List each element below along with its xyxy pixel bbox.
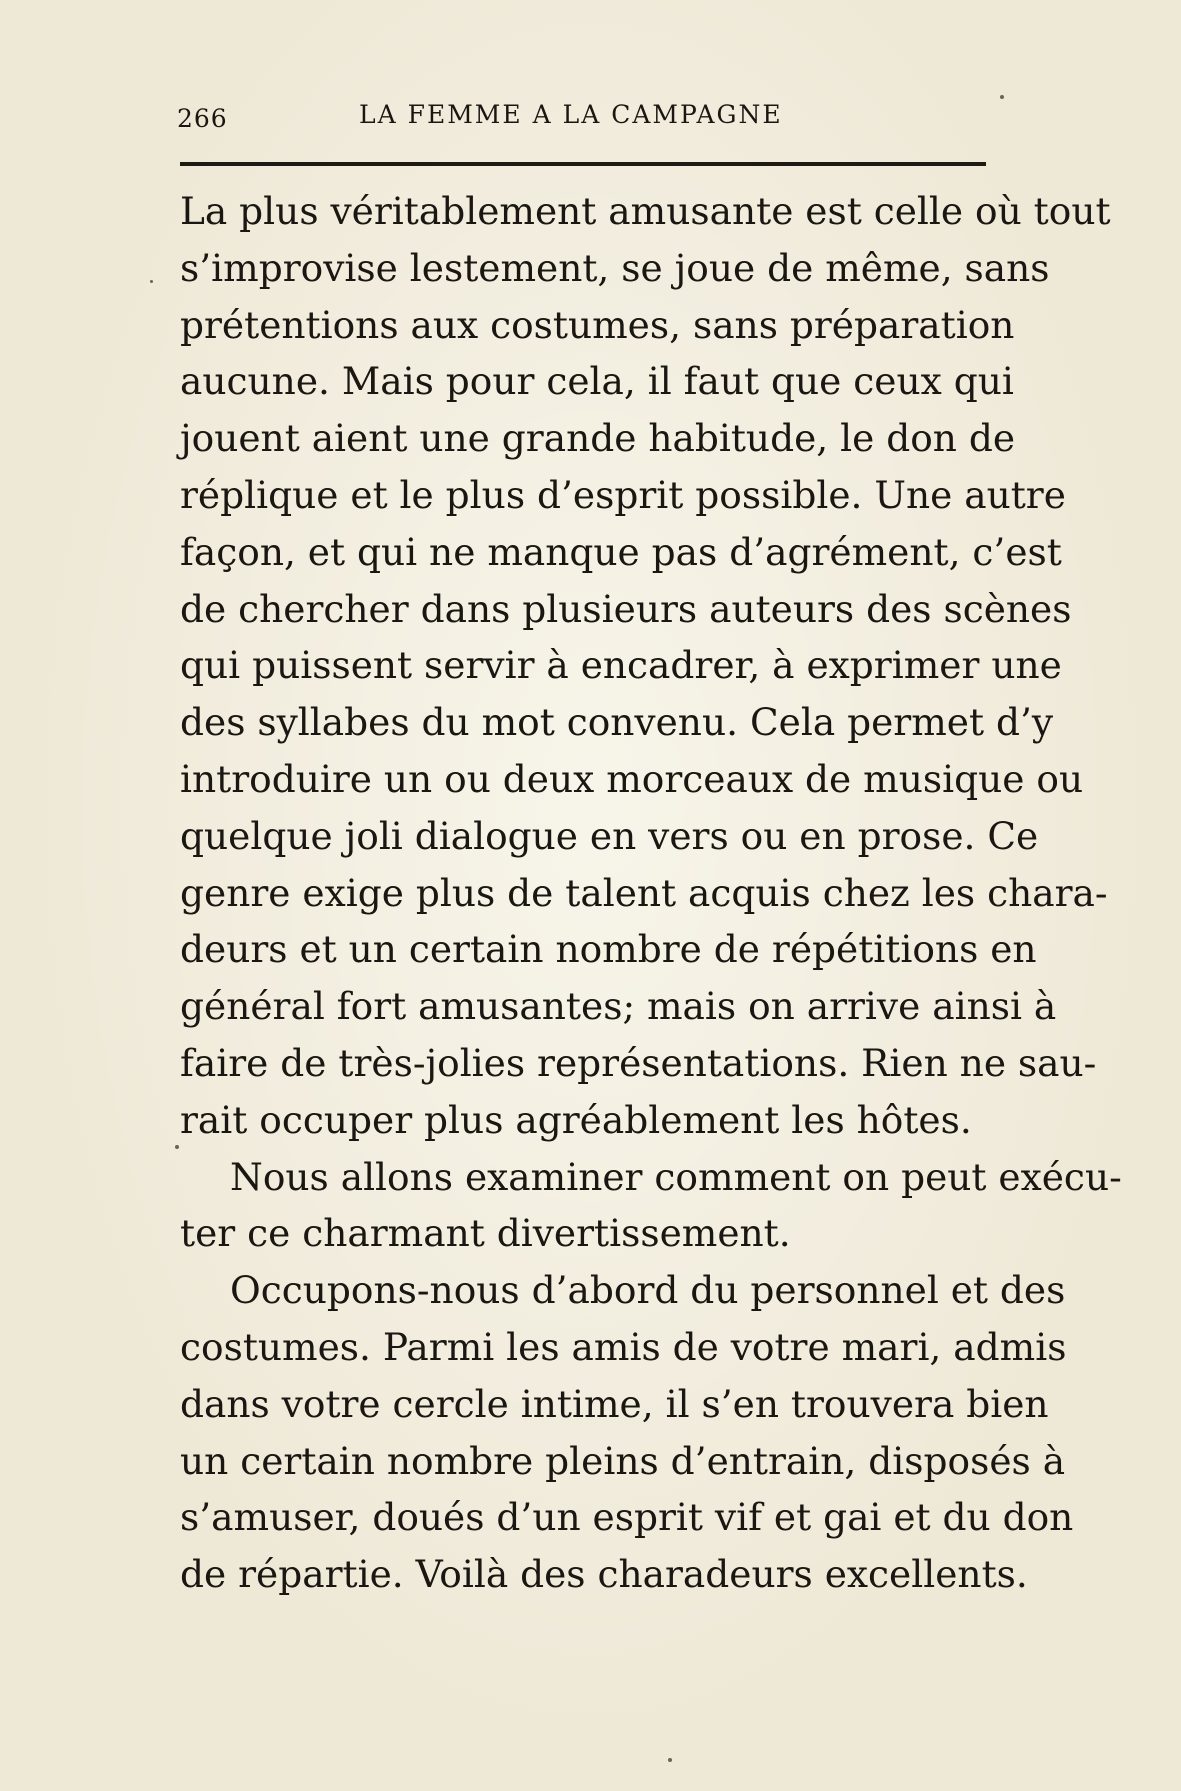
- text-line: ter ce charmant divertissement.: [180, 1211, 791, 1256]
- text-line: s’amuser, doués d’un esprit vif et gai et du don: [180, 1495, 1074, 1540]
- text-line: réplique et le plus d’esprit possible. Une autre: [180, 472, 1066, 517]
- paper-speck: [1000, 95, 1004, 99]
- text-line: qui puissent servir à encadrer, à exprimer une: [180, 643, 1062, 688]
- text-line: un certain nombre pleins d’entrain, disposés à: [180, 1438, 1066, 1483]
- text-line: jouent aient une grande habitude, le don de: [180, 416, 1016, 461]
- text-line: faire de très-jolies représentations. Rien ne sau-: [180, 1040, 1097, 1085]
- text-line: quelque joli dialogue en vers ou en prose. Ce: [180, 813, 1039, 858]
- text-line: de répartie. Voilà des charadeurs excellents.: [180, 1552, 1028, 1597]
- paper-speck: [668, 1758, 672, 1762]
- text-line: prétentions aux costumes, sans préparation: [180, 302, 1015, 347]
- text-line: introduire un ou deux morceaux de musique ou: [180, 756, 1084, 801]
- paper-speck: [175, 1145, 179, 1149]
- paragraph-3: [180, 1262, 1074, 1603]
- text-line: s’improvise lestement, se joue de même, sans: [180, 245, 1050, 290]
- text-line: des syllabes du mot convenu. Cela permet d’y: [180, 700, 1054, 745]
- text-line: costumes. Parmi les amis de votre mari, admis: [180, 1324, 1067, 1369]
- text-line: rait occuper plus agréablement les hôtes.: [180, 1097, 972, 1142]
- header-rule: [180, 162, 986, 166]
- text-line: deurs et un certain nombre de répétitions en: [180, 927, 1037, 972]
- text-line: genre exige plus de talent acquis chez les chara-: [180, 870, 1108, 915]
- paragraph-2: [180, 1149, 1122, 1263]
- text-line: aucune. Mais pour cela, il faut que ceux qui: [180, 359, 1014, 404]
- text-line: façon, et qui ne manque pas d’agrément, c’est: [180, 529, 1062, 574]
- running-title: LA FEMME A LA CAMPAGNE: [359, 100, 783, 129]
- text-line: général fort amusantes; mais on arrive ainsi à: [180, 984, 1057, 1029]
- text-line: Nous allons examiner comment on peut exécu-: [230, 1154, 1122, 1199]
- page-header: [177, 100, 987, 140]
- text-line: La plus véritablement amusante est celle où tout: [180, 189, 1111, 233]
- paragraph-1: [180, 183, 1111, 1149]
- text-line: Occupons-nous d’abord du personnel et des: [230, 1268, 1066, 1313]
- text-line: de chercher dans plusieurs auteurs des scènes: [180, 586, 1072, 631]
- paper-speck: [150, 280, 153, 283]
- text-line: dans votre cercle intime, il s’en trouvera bien: [180, 1381, 1049, 1426]
- body-text: [180, 183, 1122, 1603]
- page-number: 266: [177, 104, 228, 133]
